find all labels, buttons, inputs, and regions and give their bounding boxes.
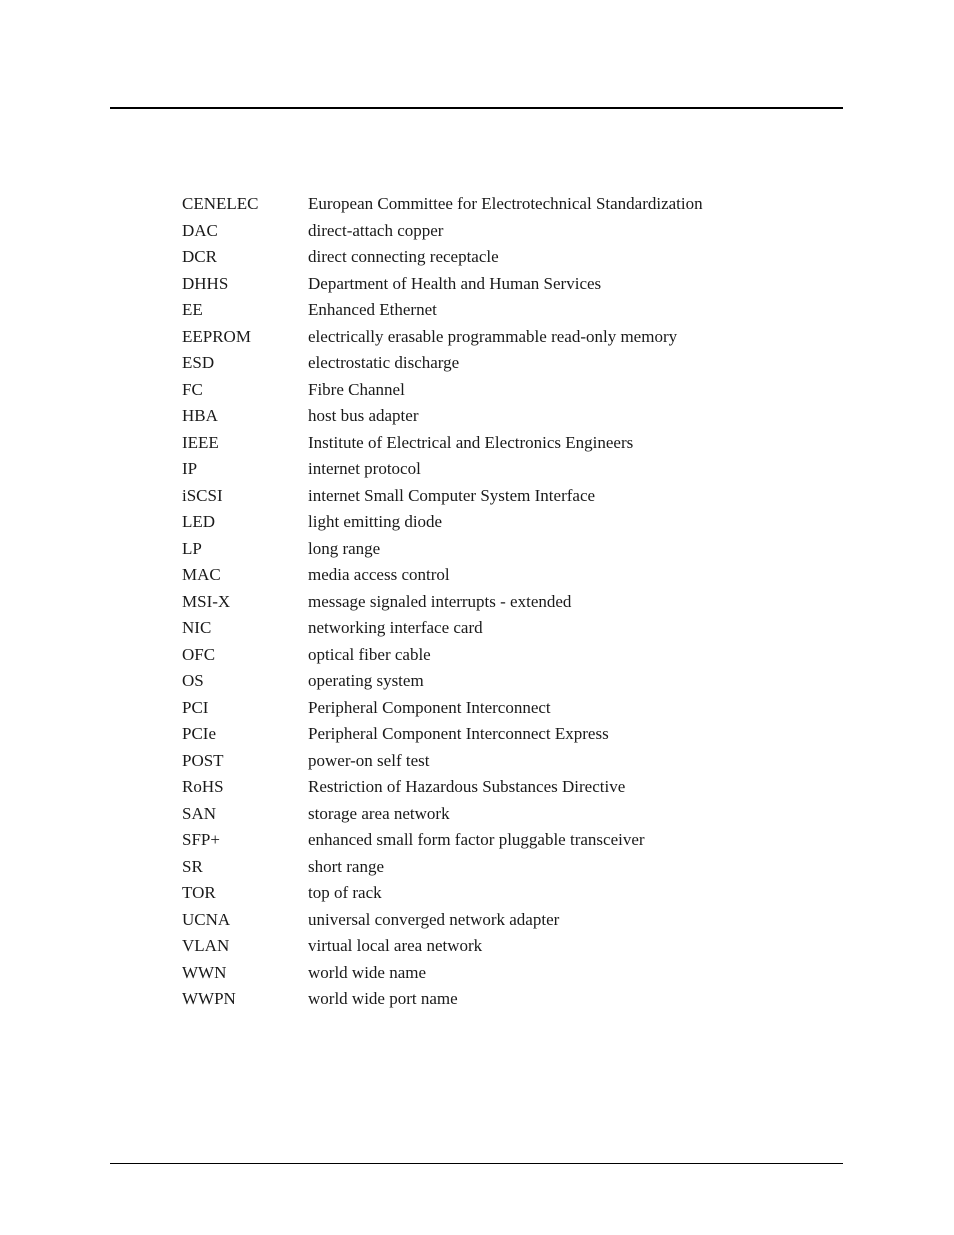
glossary-definition: Enhanced Ethernet (308, 300, 437, 320)
glossary-term: POST (182, 750, 224, 770)
glossary-row (182, 509, 703, 536)
glossary-definition: electrostatic discharge (308, 353, 460, 373)
glossary-term: DHHS (182, 273, 229, 293)
glossary-row (182, 377, 703, 404)
glossary-term: EE (182, 300, 203, 320)
glossary-row (182, 642, 703, 669)
glossary-definition: universal converged network adapter (308, 909, 560, 929)
glossary-definition: Fibre Channel (308, 379, 405, 399)
glossary-row (182, 430, 703, 457)
glossary-row (182, 695, 703, 722)
glossary-term: WWN (182, 962, 227, 982)
glossary-row (182, 483, 703, 510)
glossary-definition: Peripheral Component Interconnect (308, 697, 551, 717)
glossary-definition: media access control (308, 565, 450, 585)
glossary-definition: internet protocol (308, 459, 421, 479)
glossary-term: PCIe (182, 724, 216, 744)
glossary-definition: European Committee for Electrotechnical Standardization (308, 194, 703, 214)
glossary-term: PCI (182, 697, 209, 717)
glossary-row (182, 350, 703, 377)
glossary-row (182, 854, 703, 881)
glossary-term: OFC (182, 644, 216, 664)
glossary-row (182, 774, 703, 801)
glossary-row (182, 403, 703, 430)
glossary-term: VLAN (182, 936, 230, 956)
glossary-row (182, 907, 703, 934)
abbreviation-list (182, 191, 703, 1013)
glossary-term: HBA (182, 406, 218, 426)
glossary-row (182, 668, 703, 695)
glossary-definition: enhanced small form factor pluggable transceiver (308, 830, 645, 850)
glossary-definition: Institute of Electrical and Electronics Engineers (308, 432, 634, 452)
glossary-row (182, 218, 703, 245)
glossary-term: ESD (182, 353, 215, 373)
glossary-row (182, 297, 703, 324)
glossary-term: NIC (182, 618, 212, 638)
glossary-term: IP (182, 459, 198, 479)
glossary-row (182, 271, 703, 298)
glossary-term: WWPN (182, 989, 236, 1009)
glossary-row (182, 562, 703, 589)
glossary-definition: virtual local area network (308, 936, 483, 956)
glossary-term: SR (182, 856, 203, 876)
glossary-row (182, 827, 703, 854)
glossary-row (182, 589, 703, 616)
glossary-definition: electrically erasable programmable read-only memory (308, 326, 678, 346)
glossary-term: EEPROM (182, 326, 251, 346)
glossary-row (182, 986, 703, 1013)
glossary-term: IEEE (182, 432, 219, 452)
glossary-row (182, 933, 703, 960)
glossary-term: MSI-X (182, 591, 231, 611)
glossary-row (182, 536, 703, 563)
glossary-definition: world wide name (308, 962, 427, 982)
glossary-row (182, 748, 703, 775)
glossary-definition: direct-attach copper (308, 220, 444, 240)
glossary-term: DCR (182, 247, 217, 267)
glossary-definition: operating system (308, 671, 424, 691)
glossary-term: OS (182, 671, 204, 691)
glossary-term: FC (182, 379, 203, 399)
glossary-definition: Restriction of Hazardous Substances Directive (308, 777, 626, 797)
glossary-definition: Department of Health and Human Services (308, 273, 602, 293)
glossary-term: CENELEC (182, 194, 259, 214)
glossary-definition: internet Small Computer System Interface (308, 485, 596, 505)
glossary-term: MAC (182, 565, 221, 585)
glossary-row (182, 960, 703, 987)
glossary-row (182, 324, 703, 351)
glossary-definition: short range (308, 856, 385, 876)
glossary-row (182, 615, 703, 642)
header-rule (110, 107, 843, 109)
glossary-term: RoHS (182, 777, 224, 797)
glossary-row (182, 244, 703, 271)
glossary-definition: host bus adapter (308, 406, 419, 426)
glossary-definition: world wide port name (308, 989, 458, 1009)
glossary-definition: top of rack (308, 883, 382, 903)
glossary-definition: message signaled interrupts - extended (308, 591, 572, 611)
glossary-row (182, 880, 703, 907)
glossary-row (182, 191, 703, 218)
glossary-term: TOR (182, 883, 216, 903)
glossary-row (182, 456, 703, 483)
glossary-term: UCNA (182, 909, 231, 929)
glossary-definition: optical fiber cable (308, 644, 431, 664)
glossary-definition: direct connecting receptacle (308, 247, 499, 267)
glossary-row (182, 721, 703, 748)
footer-rule (110, 1163, 843, 1164)
glossary-definition: light emitting diode (308, 512, 443, 532)
glossary-term: iSCSI (182, 485, 223, 505)
glossary-definition: power-on self test (308, 750, 430, 770)
glossary-term: DAC (182, 220, 218, 240)
glossary-definition: networking interface card (308, 618, 483, 638)
glossary-term: LED (182, 512, 216, 532)
glossary-definition: long range (308, 538, 381, 558)
glossary-term: SAN (182, 803, 217, 823)
glossary-definition: storage area network (308, 803, 450, 823)
glossary-row (182, 801, 703, 828)
glossary-term: SFP+ (182, 830, 220, 850)
glossary-definition: Peripheral Component Interconnect Express (308, 724, 609, 744)
glossary-term: LP (182, 538, 202, 558)
